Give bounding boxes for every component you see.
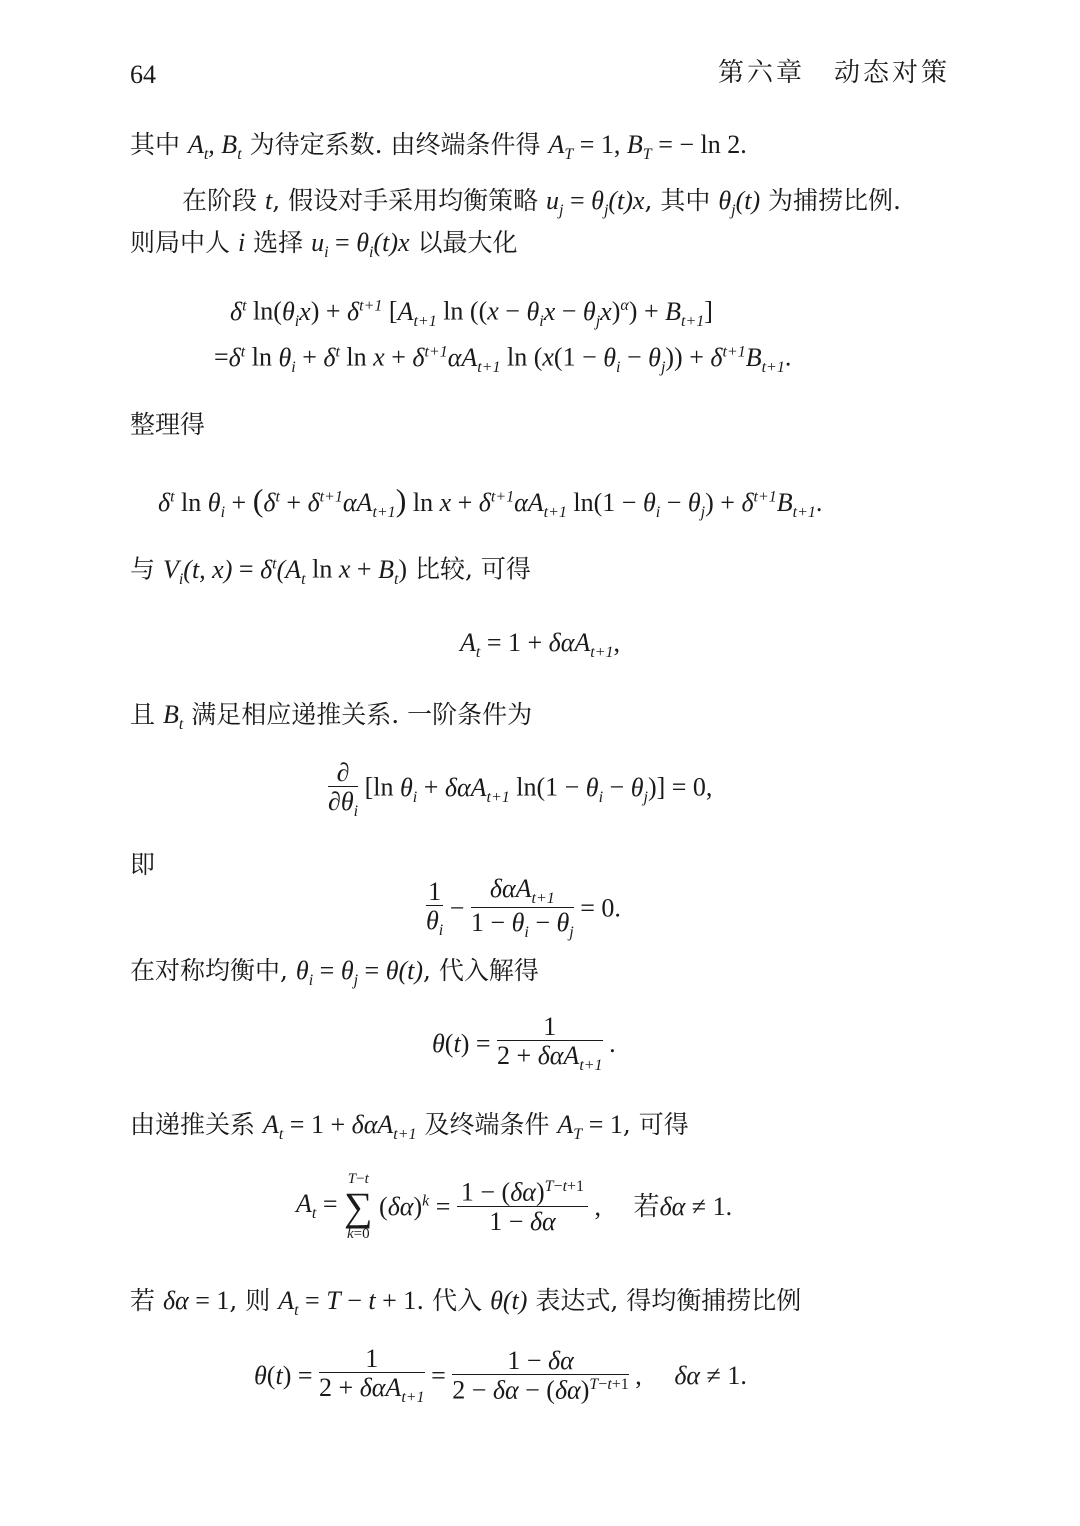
paragraph-6: 即 bbox=[130, 850, 156, 879]
paragraph-5: 且 $B_t$ 满足相应递推关系. 一阶条件为 bbox=[130, 700, 533, 734]
paragraph-2-line-1: 在阶段 t, 假设对手采用均衡策略 $u_j = \theta_j(t)x$, 其中 $\theta_j(t)$ 为捕捞比例. bbox=[182, 186, 902, 220]
equation-2: $\delta^t$ $\ln \theta_i + (\delta^t + \delta^{t+1}\alpha A_{t+1})$ $\ln x + \delta^{t+1}\alpha A_{t+1}$ $\ln(1 - \theta_i - \theta_j) + \delta^{t+1}B_{t+1}$. bbox=[158, 482, 823, 522]
equation-1-line-1: $\delta^t$ $\ln(\theta_ix) + \delta^{t+1}$ [$A_{t+1}$ $\ln ((x - \theta_ix - \theta_jx)^\alpha) + B_{t+1}$] bbox=[230, 296, 713, 330]
page-number: 64 bbox=[130, 60, 156, 89]
paragraph-7: 在对称均衡中, $\theta_i = \theta_j = \theta(t)$, 代入解得 bbox=[130, 956, 539, 990]
equation-1-line-2: $=\delta^t$ $\ln \theta_i + \delta^t$ $\ln x + \delta^{t+1}\alpha A_{t+1}$ $\ln (x(1 - \theta_i - \theta_j)) + \delta^{t+1}B_{t+1}$. bbox=[214, 342, 792, 376]
equation-3: $A_t = 1 + \delta\alpha A_{t+1}$, bbox=[459, 628, 621, 662]
paragraph-8: 由递推关系 $A_t = 1 + \delta\alpha A_{t+1}$ 及终端条件 $A_T = 1$, 可得 bbox=[130, 1110, 689, 1144]
equation-7: $A_t$ = T−t ∑ k=0 $(\delta\alpha)^k$ = $\frac{1 - (\delta\alpha)^{T-t+1}}{1 - \delta\alpha}$ , 若δα ≠ 1. bbox=[296, 1171, 733, 1242]
paragraph-9: 若 δα = 1, 则 $A_t = T - t + 1$. 代入 θ(t) 表达式, 得均衡捕捞比例 bbox=[130, 1286, 802, 1320]
equation-6: θ(t) = 1 2 + δαA$_{t+1}$ . bbox=[432, 1012, 616, 1075]
equation-5: $\frac{1}{\theta_i}$ − δαA$_{t+1}$ $1 - \theta_i - \theta_j$ = 0. bbox=[426, 874, 621, 942]
equation-4: ∂ $\partial\theta_i$ [ln $\theta_i + \delta\alpha A_{t+1}$ $\ln(1 - \theta_i - \theta_j)] = 0$, bbox=[328, 758, 713, 821]
paragraph-3: 整理得 bbox=[130, 410, 206, 439]
paragraph-2-line-2: 则局中人 i 选择 $u_i = \theta_i(t)x$ 以最大化 bbox=[130, 228, 518, 262]
equation-8: θ(t) = 1 2 + δαA$_{t+1}$ = $\frac{1 - \delta\alpha}{2 - \delta\alpha - (\delta\alpha)^{T-t+1}}$ , δα ≠ 1. bbox=[254, 1344, 747, 1407]
chapter-title: 第六章 动态对策 bbox=[717, 58, 950, 88]
paragraph-4: 与 $V_i(t$, $x) = \delta^t(A_t$ $\ln x + B_t$) 比较, 可得 bbox=[130, 554, 531, 588]
paragraph-1: 其中 $A_t$, $B_t$ 为待定系数. 由终端条件得 $A_T = 1$, $B_T$ = − ln 2. bbox=[130, 130, 747, 164]
